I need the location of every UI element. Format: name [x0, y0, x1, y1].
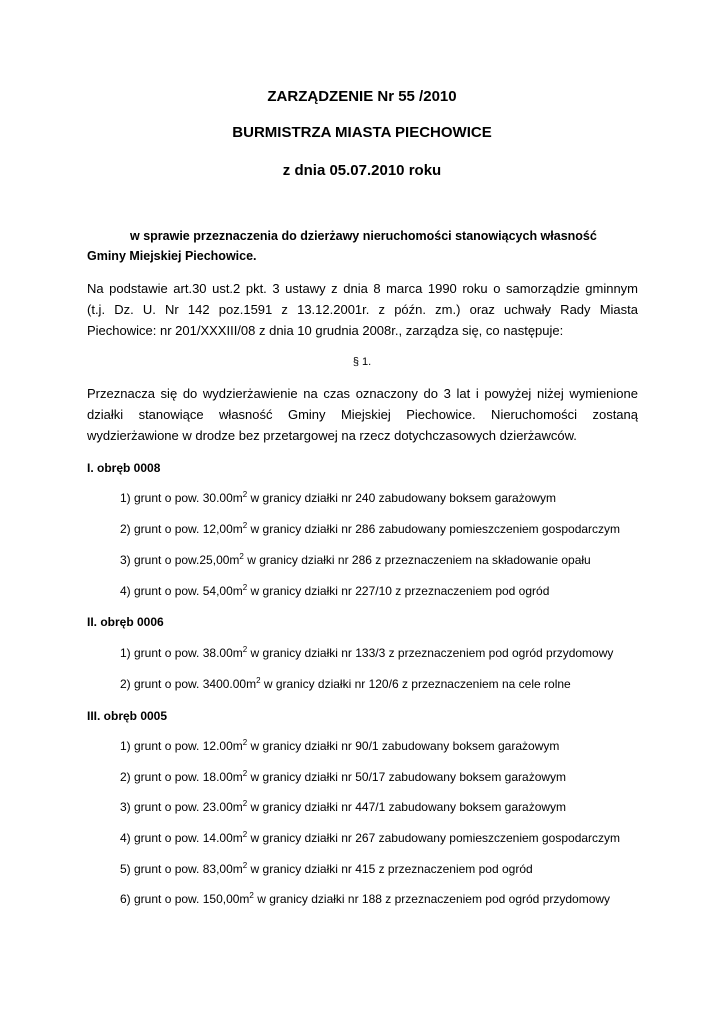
paragraph1-line-2: działki stanowiące własność Gminy Miejskiej Piechowice. Nieruchomości zostaną — [87, 407, 638, 422]
document-title: ZARZĄDZENIE Nr 55 /2010 — [267, 88, 457, 105]
paragraph-marker: § 1. — [352, 356, 372, 368]
preamble-line-2: (t.j. Dz. U. Nr 142 poz.1591 z 13.12.2001r. z późn. zm.) oraz uchwały Rady Miasta — [87, 302, 638, 317]
subject-line-2: Gminy Miejskiej Piechowice. — [87, 249, 257, 263]
list-item: 1) grunt o pow. $12.00m^2$ w granicy działki nr 90/1 zabudowany boksem garażowym — [120, 738, 560, 753]
list-item: 6) grunt o pow. $150,00m^2$ w granicy działki nr 188 z przeznaczeniem pod ogród przydomowy — [120, 891, 611, 906]
paragraph1-line-1: Przeznacza się do wydzierżawienie na czas oznaczony do 3 lat i powyżej niżej wymienione — [87, 386, 638, 401]
subject-line-1: w sprawie przeznaczenia do dzierżawy nieruchomości stanowiących własność — [130, 229, 597, 243]
list-item: 2) grunt o pow. $12,00m^2$ w granicy działki nr 286 zabudowany pomieszczeniem gospodarczym — [120, 521, 621, 536]
list-item: 3) grunt o pow. $23.00m^2$ w granicy działki nr 447/1 zabudowany boksem garażowym — [120, 799, 567, 814]
list-item: 2) grunt o pow. $3400.00m^2$ w granicy działki nr 120/6 z przeznaczeniem na cele rolne — [120, 676, 571, 691]
document-date: z dnia 05.07.2010 roku — [282, 162, 442, 179]
list-item: 4) grunt o pow. $14.00m^2$ w granicy działki nr 267 zabudowany pomieszczeniem gospodarczym — [120, 830, 621, 845]
preamble-line-3: Piechowice: nr 201/XXXIII/08 z dnia 10 grudnia 2008r., zarządza się, co następuje: — [87, 323, 564, 338]
list-item: 5) grunt o pow. $83,00m^2$ w granicy działki nr 415 z przeznaczeniem pod ogród — [120, 861, 533, 876]
paragraph1-line-3: wydzierżawione w drodze bez przetargowej na rzecz dotychczasowych dzierżawców. — [87, 428, 577, 443]
issuer: BURMISTRZA MIASTA PIECHOWICE — [232, 124, 492, 141]
list-item: 3) grunt o $pow.25,00m^2$ w granicy działki nr 286 z przeznaczeniem na składowanie opału — [120, 552, 591, 567]
section-heading: III. obręb 0005 — [87, 709, 168, 723]
list-item: 1) grunt o pow. $30.00m^2$ w granicy działki nr 240 zabudowany boksem garażowym — [120, 490, 557, 505]
preamble-line-1: Na podstawie art.30 ust.2 pkt. 3 ustawy z dnia 8 marca 1990 roku o samorządzie gminnym — [87, 281, 638, 296]
list-item: 4) grunt o pow. $54,00m^2$ w granicy działki nr 227/10 z przeznaczeniem pod ogród — [120, 583, 550, 598]
section-heading: I. obręb 0008 — [87, 461, 161, 475]
list-item: 2) grunt o pow. $18.00m^2$ w granicy działki nr 50/17 zabudowany boksem garażowym — [120, 769, 567, 784]
section-heading: II. obręb 0006 — [87, 615, 164, 629]
list-item: 1) grunt o pow. $38.00m^2$ w granicy działki nr 133/3 z przeznaczeniem pod ogród przydomowy — [120, 645, 614, 660]
